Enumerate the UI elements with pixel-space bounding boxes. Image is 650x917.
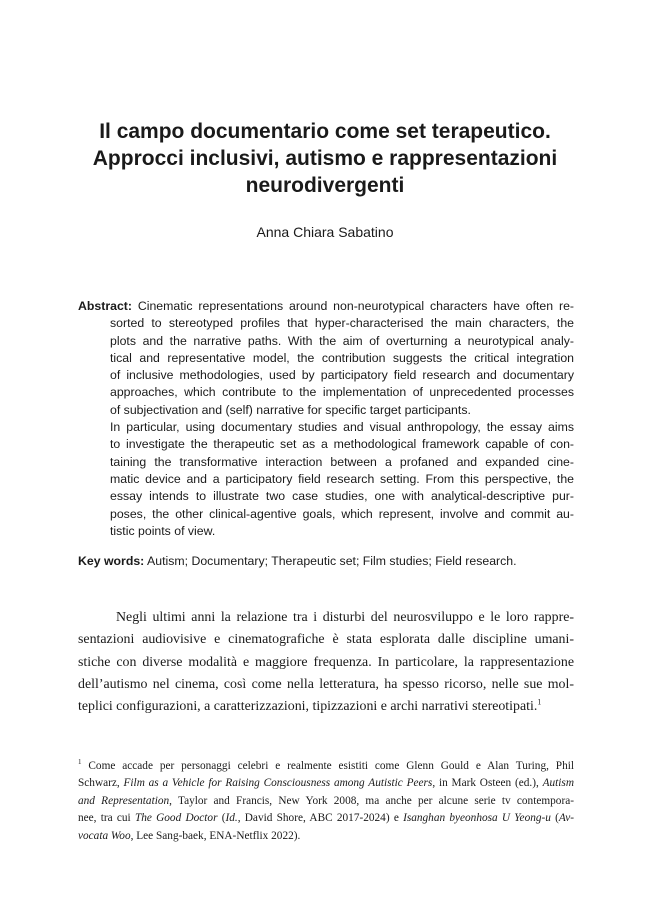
body-line-3: stiche con diverse modalità e maggiore frequenza. In particolare, la rappresentazione [78, 654, 574, 670]
abstract-line-7: of subjectivation and (self) narrative for specific target participants. [110, 402, 471, 417]
footnote-line-3: and Representation, Taylor and Francis, New York 2008, ma anche per alcune serie tv contempora- [78, 794, 574, 807]
cited-title: vocata Woo [78, 829, 131, 842]
paper-title [60, 118, 590, 199]
abstract-line-6: approaches, which contribute to the implementation of unprecedented processes [110, 385, 574, 400]
cited-title: Autism [542, 777, 574, 790]
footnote-line-2: Schwarz, Film as a Vehicle for Raising Consciousness among Autistic Peers, in Mark Osteen (ed.), Autism [78, 777, 574, 790]
abstract-line-1: Abstract: Cinematic representations around non-neurotypical characters have often re- [78, 299, 574, 313]
body-paragraph [78, 607, 574, 718]
abstract-line-10: taining the transformative interaction between a profaned and expanded cine- [110, 454, 574, 469]
footnote-line-1: $^1$ Come accade per personaggi celebri e realmente esistiti come Glenn Gould e Alan Turing, Phil [78, 758, 574, 772]
cited-title: The Good Doctor [134, 812, 218, 825]
abstract-line-4: tical and representative model, the contribution suggests the critical integration [110, 350, 574, 365]
abstract-line-12: essay intends to illustrate two case studies, one with analytical-descriptive pur- [110, 489, 574, 504]
keywords-text: Autism; Documentary; Therapeutic set; Film studies; Field research. [147, 554, 517, 568]
abstract [78, 298, 574, 540]
title-line-2: Approcci inclusivi, autismo e rappresentazioni [92, 147, 558, 170]
body-line-2: sentazioni audiovisive e cinematografiche è stata esplorata dalle discipline umani- [78, 632, 574, 648]
abstract-line-14: tistic points of view. [110, 523, 216, 538]
footnote-line-5: vocata Woo, Lee Sang-baek, ENA-Netflix 2022). [78, 829, 301, 842]
footnote-line-4: nee, tra cui The Good Doctor (Id., David Shore, ABC 2017-2024) e Isanghan byeonhosa U Yeong-u (Av- [78, 812, 574, 825]
body-line-5: teplici configurazioni, a caratterizzazioni, tipizzazioni e archi narrativi stereotipati.$^1$ [78, 697, 542, 715]
footnote [78, 758, 574, 845]
keywords [78, 553, 574, 570]
keywords-label: Key words: [78, 554, 145, 568]
abstract-label: Abstract: [78, 299, 132, 313]
title-line-1: Il campo documentario come set terapeutico. [99, 120, 551, 143]
title-line-3: neurodivergenti [245, 174, 405, 197]
cited-title: Film as a Vehicle for Raising Consciousness among Autistic Peers [123, 777, 433, 790]
abstract-line-5: of inclusive methodologies, used by participatory field research and documentary [110, 368, 574, 383]
footnote-marker: 1 [78, 758, 82, 767]
cited-title: and Representation [78, 794, 170, 807]
abstract-line-9: to investigate the therapeutic set as a methodological framework capable of con- [110, 437, 574, 452]
body-line-4: dell’autismo nel cinema, così come nella letteratura, ha spesso ricorso, nelle sue mol- [78, 676, 574, 692]
abstract-line-2: sorted to stereotyped profiles that hyper-characterised the main characters, the [110, 316, 574, 331]
cited-title: Isanghan byeonhosa U Yeong-u [403, 812, 551, 825]
abstract-line-8: In particular, using documentary studies and visual anthropology, the essay aims [110, 420, 574, 435]
body-line-1: Negli ultimi anni la relazione tra i disturbi del neurosviluppo e le loro rappre- [116, 610, 574, 625]
footnote-reference[interactable]: 1 [537, 697, 542, 707]
abstract-line-3: plots and the narrative paths. With the aim of overturning a neurotypical analy- [110, 333, 574, 348]
abstract-line-13: poses, the other clinical-agentive goals, which represent, involve and commit au- [110, 506, 574, 521]
abstract-line-11: matic device and a participatory field research setting. From this perspective, the [110, 471, 574, 486]
author-name: Anna Chiara Sabatino [256, 224, 394, 240]
